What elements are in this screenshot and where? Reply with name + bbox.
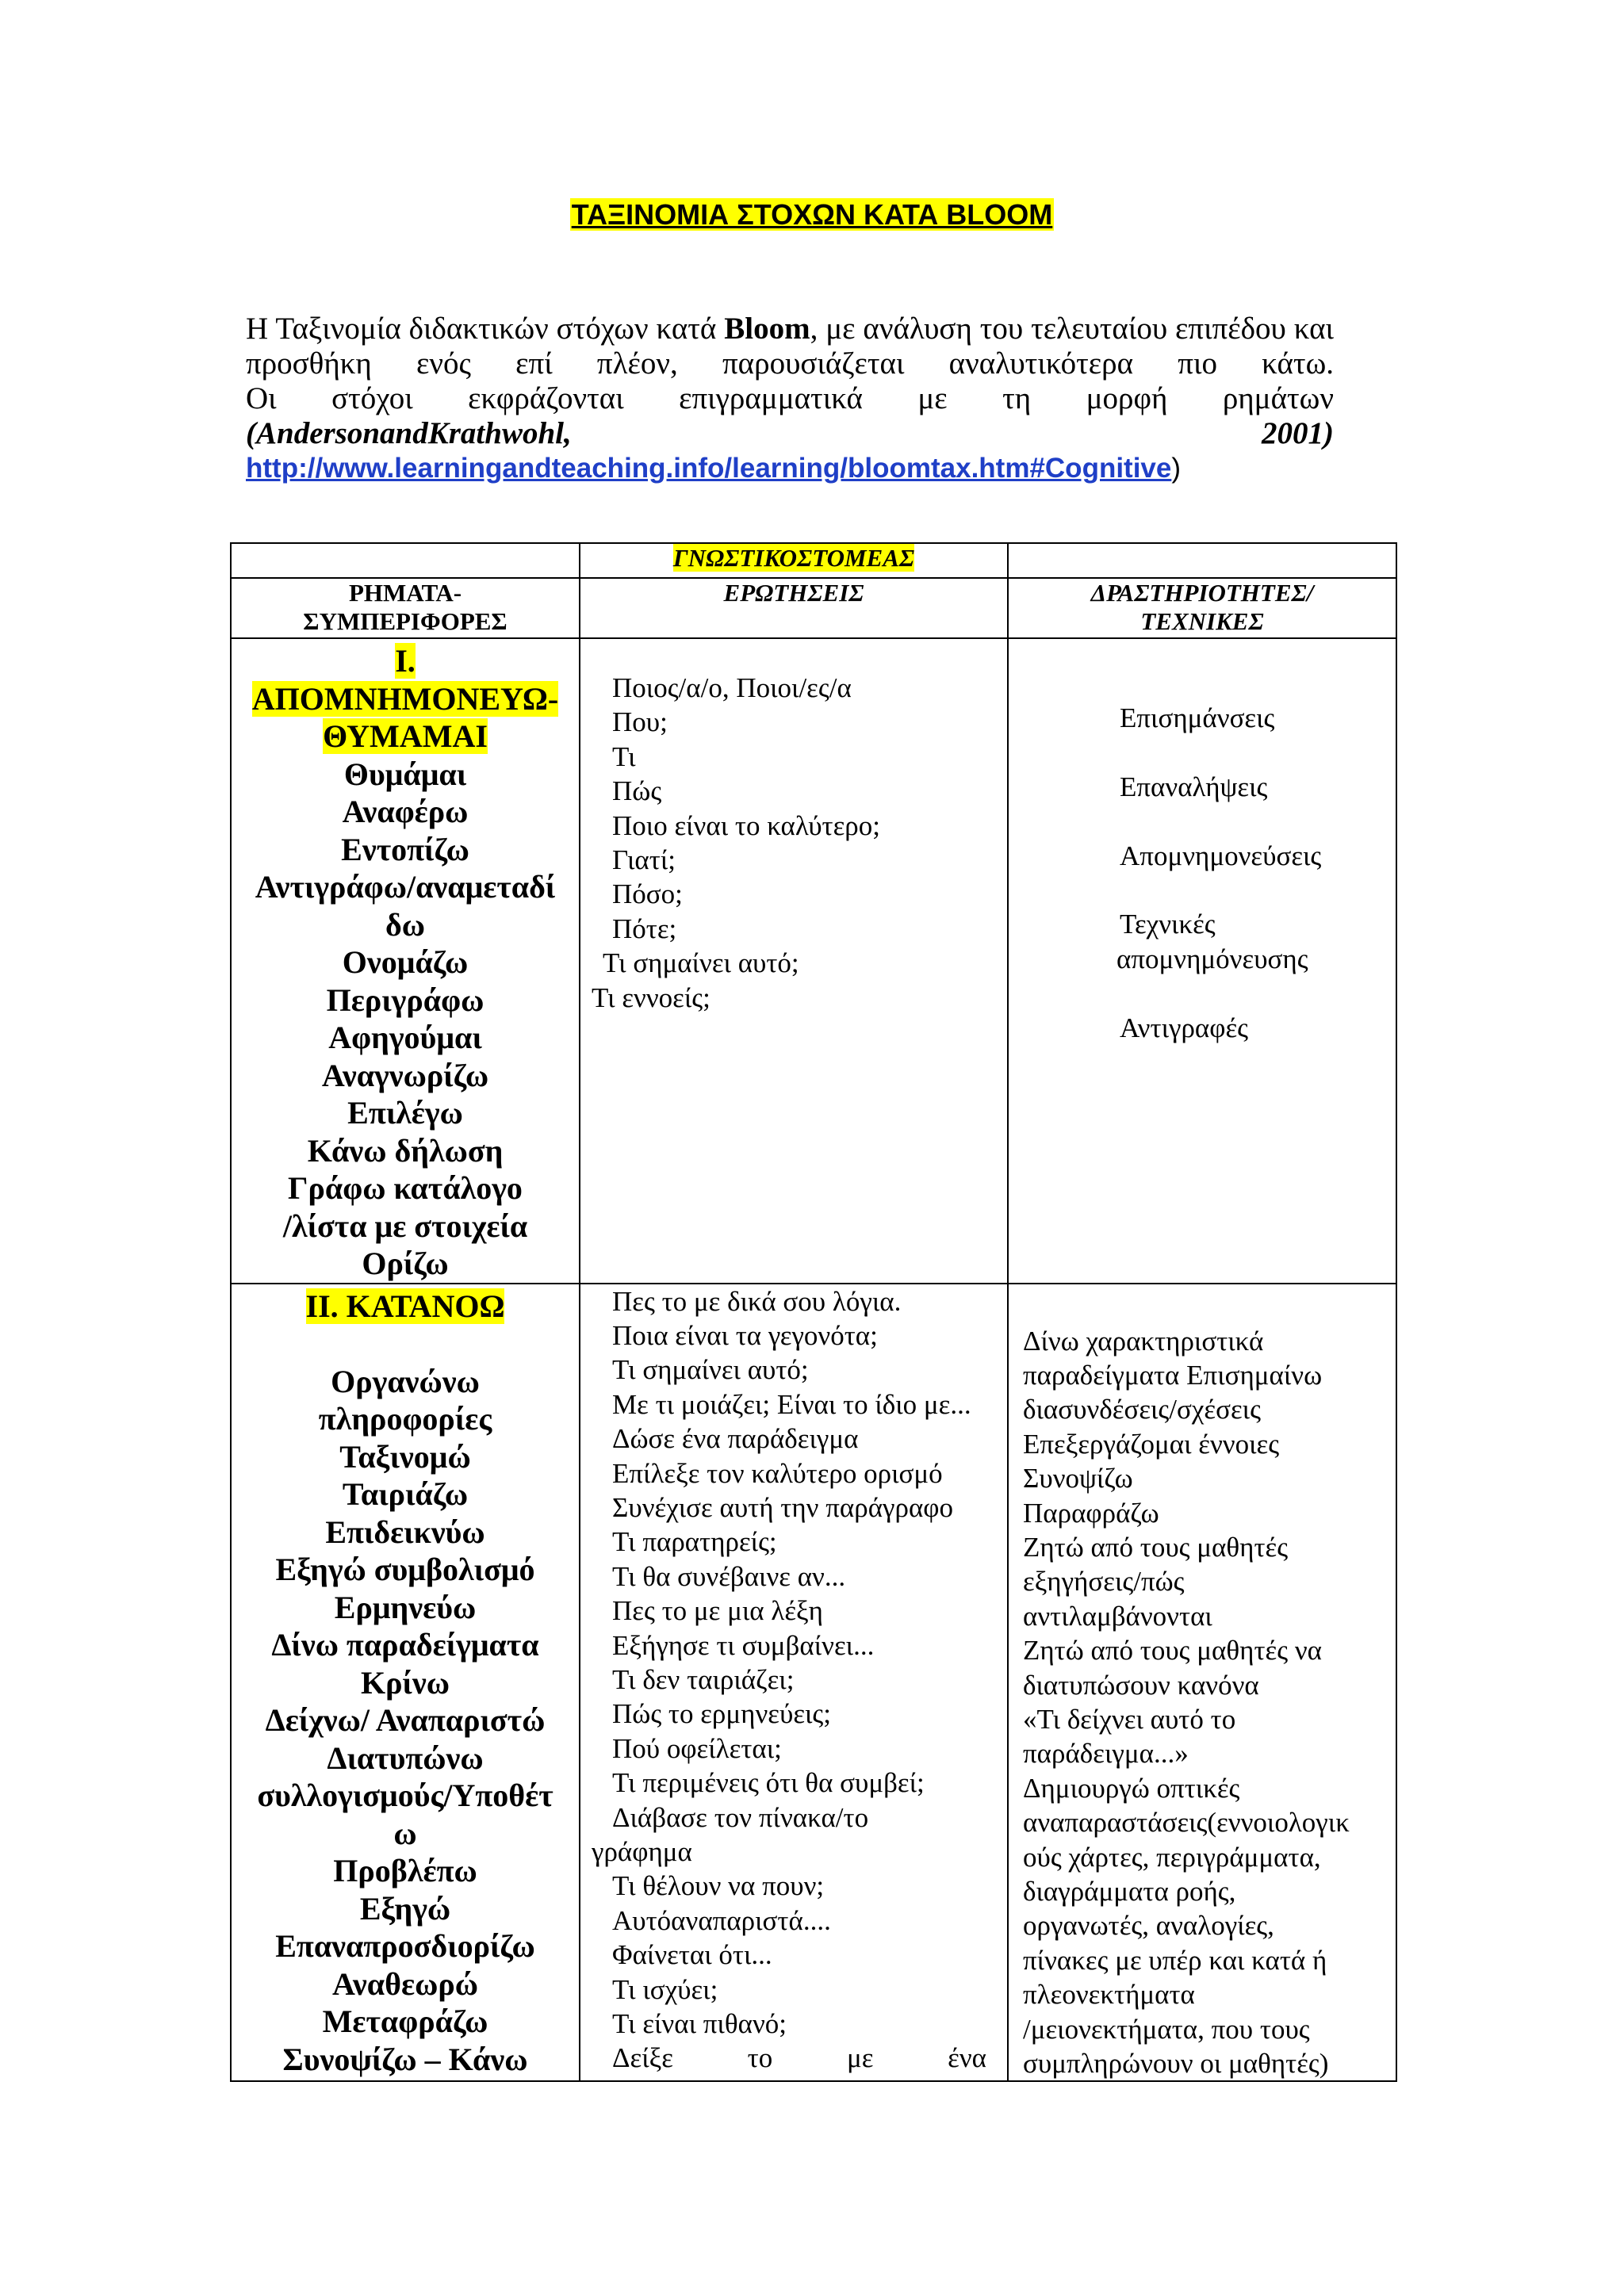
empty-header-cell-3 bbox=[1008, 543, 1396, 578]
level-1-technique: Τεχνικές bbox=[1120, 909, 1216, 940]
level-2-verb: Δίνω παραδείγματα bbox=[271, 1627, 539, 1663]
level-2-question: Με τι μοιάζει; Είναι το ίδιο με... bbox=[612, 1388, 971, 1420]
intro-bloom-bold: Bloom bbox=[724, 312, 810, 346]
level-2-question: Συνέχισε αυτή την παράγραφο bbox=[612, 1491, 953, 1523]
level-2-technique: συμπληρώνουν οι μαθητές) bbox=[1023, 2048, 1329, 2080]
last-question-word: Δείξε bbox=[612, 2042, 673, 2074]
level-1-technique: Επισημάνσεις bbox=[1120, 702, 1275, 733]
level-2-question: Εξήγησε τι συμβαίνει... bbox=[612, 1629, 875, 1661]
reference-url-line bbox=[246, 451, 1334, 486]
level-1-verb: Περιγράφω bbox=[326, 982, 485, 1018]
level-2-question: Πες το με δικά σου λόγια. bbox=[612, 1285, 902, 1317]
level-2-question: Επίλεξε τον καλύτερο ορισμό bbox=[612, 1457, 943, 1489]
level-1-verbs-cell bbox=[231, 638, 580, 1284]
intro-text-a: Η Ταξινομία διδακτικών στόχων κατά bbox=[246, 312, 725, 346]
level-2-technique: αντιλαμβάνονται bbox=[1023, 1600, 1212, 1632]
level-2-technique: αναπαραστάσεις(εννοιολογικ bbox=[1023, 1807, 1350, 1839]
level-1-verb: Ορίζω bbox=[362, 1246, 449, 1281]
level-2-verb: Διατυπώνω bbox=[327, 1739, 484, 1776]
level-2-verb: Επαναπροσδιορίζω bbox=[275, 1928, 535, 1964]
reference-authors: (AndersonandKrathwohl, bbox=[246, 416, 572, 450]
level-2-verbs-cell bbox=[231, 1284, 580, 2082]
level-2-technique: Συνοψίζω bbox=[1023, 1463, 1133, 1494]
level-2-question: Δώσε ένα παράδειγμα bbox=[612, 1423, 859, 1455]
level-2-verb: Προβλέπω bbox=[333, 1853, 477, 1888]
level-1-question: Τι σημαίνει αυτό; bbox=[603, 947, 799, 979]
level-2-question: Τι σημαίνει αυτό; bbox=[612, 1354, 809, 1386]
level-2-technique: «Τι δείχνει αυτό το bbox=[1023, 1703, 1236, 1735]
level-1-verb: Ονομάζω bbox=[342, 944, 469, 980]
level-1-question: Πότε; bbox=[612, 913, 677, 944]
level-1-verb: Αναφέρω bbox=[342, 794, 469, 829]
level-2-technique: Δημιουργώ οπτικές bbox=[1023, 1772, 1240, 1804]
reference-url-link[interactable]: http://www.learningandteaching.info/learning/bloomtax.htm#Cognitive bbox=[246, 453, 1172, 484]
level-1-question: Πόσο; bbox=[612, 878, 683, 910]
intro-text-b: , με ανάλυση του τελευταίου επιπέδου και προσθήκη ενός επί πλέον, παρουσιάζεται αναλυτικότερα πιο κάτω. bbox=[246, 312, 1334, 381]
level-2-technique: Επεξεργάζομαι έννοιες bbox=[1023, 1428, 1280, 1460]
reference-year: 2001) bbox=[1262, 416, 1334, 450]
intro-sentence-2: Οι στόχοι εκφράζονται επιγραμματικά με τη μορφή ρημάτων bbox=[246, 381, 1334, 415]
level-2-technique: ούς χάρτες, περιγράμματα, bbox=[1023, 1841, 1321, 1873]
level-2-question: Αυτόαναπαριστά.... bbox=[612, 1904, 831, 1936]
level-2-verb: Ταιριάζω bbox=[342, 1476, 469, 1512]
level-2-verb: Εξηγώ bbox=[359, 1890, 451, 1927]
domain-header: ΓΝΩΣΤΙΚΟΣΤΟΜΕΑΣ bbox=[672, 544, 915, 572]
level-1-technique: απομνημόνευσης bbox=[1116, 943, 1308, 974]
level-2-verb-spacer bbox=[232, 1325, 579, 1363]
verbs-column-header bbox=[231, 578, 580, 638]
techniques-column-header bbox=[1008, 578, 1396, 638]
level-2-question: Τι περιμένεις ότι θα συμβεί; bbox=[612, 1767, 925, 1799]
level-1-verb: Θυμάμαι bbox=[343, 756, 467, 792]
level-2-verb: Μεταφράζω bbox=[322, 2003, 488, 2039]
level-2-row bbox=[231, 1284, 1396, 2082]
level-2-verb: Επιδεικνύω bbox=[325, 1513, 485, 1550]
level-1-question: Ποιο είναι το καλύτερο; bbox=[612, 809, 880, 841]
bloom-taxonomy-table bbox=[230, 542, 1397, 2082]
level-1-verb: Κάνω δήλωση bbox=[307, 1132, 504, 1169]
level-1-technique-spacer bbox=[1120, 804, 1396, 838]
level-2-technique: Ζητώ από τους μαθητές bbox=[1023, 1531, 1289, 1563]
level-2-verb: Ερμηνεύω bbox=[334, 1589, 477, 1625]
level-2-question: Τι είναι πιθανό; bbox=[612, 2008, 787, 2040]
level-2-verb: ω bbox=[393, 1815, 417, 1851]
level-1-technique: Αντιγραφές bbox=[1120, 1012, 1249, 1043]
level-1-technique: Επαναλήψεις bbox=[1120, 771, 1268, 802]
domain-header-cell bbox=[580, 543, 1008, 578]
reference-citation bbox=[246, 416, 1334, 451]
level-2-technique: διασυνδέσεις/σχέσεις bbox=[1023, 1394, 1261, 1425]
level-1-title-line-1: ΑΠΟΜΝΗΜΟΝΕΥΩ- bbox=[251, 680, 559, 717]
level-2-question: Διάβασε τον πίνακα/το bbox=[612, 1801, 869, 1833]
level-1-number: I. bbox=[395, 643, 416, 679]
level-2-technique: πίνακες με υπέρ και κατά ή bbox=[1023, 1944, 1327, 1976]
last-question-word: με bbox=[846, 2042, 874, 2074]
level-1-technique: Απομνημονεύσεις bbox=[1120, 840, 1322, 871]
level-1-question: Που; bbox=[612, 706, 668, 738]
level-1-verb: Αφηγούμαι bbox=[328, 1020, 482, 1055]
level-2-verb: Εξηγώ συμβολισμό bbox=[275, 1552, 535, 1587]
level-2-technique: διατυπώσουν κανόνα bbox=[1023, 1669, 1259, 1701]
document-title-text: ΤΑΞΙΝΟΜΙΑ ΣΤΟΧΩΝ ΚΑΤΑ BLOOM bbox=[571, 198, 1053, 231]
level-2-technique: διαγράμματα ροής, bbox=[1023, 1876, 1236, 1907]
techniques-header-line-1: ΔΡΑΣΤΗΡΙΟΤΗΤΕΣ/ bbox=[1090, 579, 1314, 607]
level-2-technique: Παραφράζω bbox=[1023, 1497, 1159, 1529]
level-2-questions-cell bbox=[580, 1284, 1008, 2082]
questions-header-text: ΕΡΩΤΗΣΕΙΣ bbox=[723, 579, 864, 607]
level-1-questions-cell bbox=[580, 638, 1008, 1284]
level-1-verb: δω bbox=[385, 906, 425, 943]
level-2-last-question bbox=[592, 2041, 999, 2075]
level-2-technique: πλεονεκτήματα bbox=[1023, 1979, 1195, 2011]
level-2-question: γράφημα bbox=[592, 1836, 692, 1867]
level-2-technique: /μειονεκτήματα, που τους bbox=[1023, 2013, 1310, 2045]
level-2-verb: Συνοψίζω – Κάνω bbox=[282, 2041, 528, 2077]
last-question-word: το bbox=[747, 2042, 773, 2074]
level-1-technique-spacer bbox=[1120, 735, 1396, 769]
level-2-question: Τι παρατηρείς; bbox=[612, 1526, 777, 1558]
level-1-technique-spacer bbox=[1120, 976, 1396, 1010]
column-header-row bbox=[231, 578, 1396, 638]
level-2-verb: Κρίνω bbox=[360, 1664, 450, 1701]
level-2-verb: Αναθεωρώ bbox=[332, 1965, 478, 2002]
level-2-technique: εξηγήσεις/πώς bbox=[1023, 1566, 1185, 1598]
level-1-verb: Γράφω κατάλογο bbox=[288, 1170, 523, 1206]
level-2-verb: πληροφορίες bbox=[318, 1401, 492, 1437]
level-1-technique-spacer bbox=[1120, 873, 1396, 907]
level-1-title-line-2: ΘΥΜΑΜΑΙ bbox=[323, 718, 488, 754]
level-1-question: Πώς bbox=[612, 775, 662, 807]
level-1-question: Τι bbox=[612, 740, 636, 772]
domain-header-row bbox=[231, 543, 1396, 578]
level-2-technique: Ζητώ από τους μαθητές να bbox=[1023, 1635, 1323, 1667]
reference-url-close: ) bbox=[1171, 453, 1182, 484]
level-2-question: Τι θέλουν να πουν; bbox=[612, 1870, 825, 1902]
level-2-verb: συλλογισμούς/Υποθέτ bbox=[257, 1777, 553, 1813]
level-1-title bbox=[232, 642, 579, 756]
empty-header-cell-1 bbox=[231, 543, 580, 578]
level-2-technique: παράδειγμα...» bbox=[1023, 1738, 1189, 1770]
level-2-question: Τι δεν ταιριάζει; bbox=[612, 1663, 795, 1695]
document-title bbox=[0, 198, 1624, 232]
level-1-row bbox=[231, 638, 1396, 1284]
intro-sentence-1 bbox=[246, 312, 1334, 381]
questions-column-header bbox=[580, 578, 1008, 638]
level-2-question: Πού οφείλεται; bbox=[612, 1732, 782, 1764]
level-1-verb: Επιλέγω bbox=[347, 1095, 463, 1131]
level-1-verb: /λίστα με στοιχεία bbox=[282, 1207, 528, 1244]
level-1-verb: Εντοπίζω bbox=[341, 831, 469, 867]
level-2-title bbox=[232, 1288, 579, 1326]
level-2-question: Πες το με μια λέξη bbox=[612, 1595, 823, 1627]
level-2-technique: Δίνω χαρακτηριστικά bbox=[1023, 1325, 1264, 1357]
level-2-title-text: II. ΚΑΤΑΝΟΩ bbox=[305, 1288, 505, 1324]
level-1-verb: Αναγνωρίζω bbox=[321, 1057, 489, 1093]
level-2-question: Φαίνεται ότι... bbox=[612, 1939, 772, 1971]
last-question-word: ένα bbox=[948, 2042, 986, 2074]
level-1-question: Ποιος/α/ο, Ποιοι/ες/α bbox=[612, 672, 852, 703]
level-2-techniques-cell bbox=[1008, 1284, 1396, 2082]
level-2-technique: οργανωτές, αναλογίες, bbox=[1023, 1910, 1274, 1942]
verbs-header-line-1: ΡΗΜΑΤΑ- bbox=[348, 579, 462, 607]
level-2-technique: παραδείγματα Επισημαίνω bbox=[1023, 1359, 1323, 1391]
techniques-header-line-2: ΤΕΧΝΙΚΕΣ bbox=[1140, 607, 1264, 635]
level-1-techniques-cell bbox=[1008, 638, 1396, 1284]
level-2-verb: Ταξινομώ bbox=[339, 1438, 471, 1475]
intro-paragraph bbox=[246, 312, 1334, 486]
level-2-question: Τι θα συνέβαινε αν... bbox=[612, 1560, 846, 1592]
level-2-verb: Δείχνω/ Αναπαριστώ bbox=[265, 1702, 546, 1738]
level-1-question: Τι εννοείς; bbox=[592, 982, 710, 1013]
verbs-header-line-2: ΣΥΜΠΕΡΙΦΟΡΕΣ bbox=[303, 607, 508, 635]
level-1-verb: Αντιγράφω/αναμεταδί bbox=[255, 869, 556, 905]
level-2-question: Τι ισχύει; bbox=[612, 1973, 718, 2005]
level-1-question: Γιατί; bbox=[612, 844, 676, 876]
level-2-verb: Οργανώνω bbox=[331, 1363, 480, 1399]
level-2-question: Πώς το ερμηνεύεις; bbox=[612, 1698, 832, 1730]
level-2-question: Ποια είναι τα γεγονότα; bbox=[612, 1319, 878, 1351]
